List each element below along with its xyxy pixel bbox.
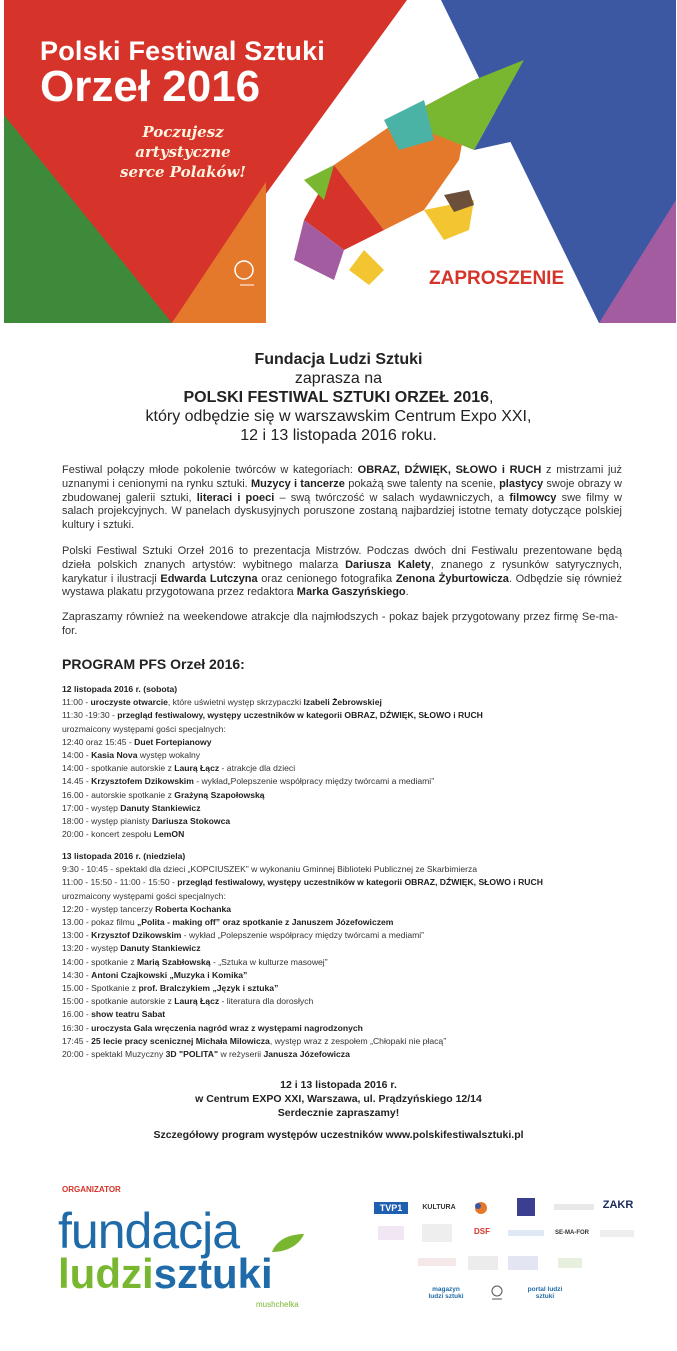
intro-line1: Fundacja Ludzi Sztuki — [254, 351, 423, 368]
day1-schedule-item: 18:00 - występ pianisty Dariusza Stokowca — [62, 816, 231, 827]
day1-schedule-item: 14:00 - Kasia Nova występ wokalny — [62, 750, 201, 761]
day1-schedule-item: 11:30 -19:30 - przegląd festiwalowy, występy uczestników w kategorii OBRAZ, DŹWIĘK, SŁOWO i RUCH — [62, 710, 483, 721]
sponsor-logo-10 — [508, 1230, 544, 1236]
leaf-icon — [270, 1232, 306, 1254]
day2-schedule-item: 14:30 - Antoni Czajkowski „Muzyka i Komika” — [62, 969, 248, 980]
day2-schedule-item: 13:00 - Krzysztof Dzikowskim - wykład „Polepszenie współpracy między twórcami a mediami” — [62, 930, 425, 941]
day2-schedule-item: 11:00 - 15:50 - 11:00 - 15:50 - przegląd festiwalowy, występy uczestników w kategorii OBRAZ, DŹWIĘK, SŁOWO i RUCH — [62, 877, 543, 888]
day1-schedule-item: 16.00 - autorskie spotkanie z Grażyną Szapołowską — [62, 789, 265, 800]
sponsor-tvp1: TVP1 — [374, 1202, 408, 1214]
day2-schedule-item: 20:00 - spektakl Muzyczny 3D "POLITA" w reżyserii Janusza Józefowicza — [62, 1049, 350, 1060]
day2-schedule-item: 13:20 - występ Danuty Stankiewicz — [62, 943, 201, 954]
sponsor-logo-4 — [517, 1198, 535, 1216]
closing-line1: 12 i 13 listopada 2016 r. — [280, 1079, 397, 1091]
day2-schedule-item: 12:20 - występ tancerzy Roberta Kochanka — [62, 903, 232, 914]
day2-header: 13 listopada 2016 r. (niedziela) — [62, 851, 186, 861]
banner-slogan — [108, 122, 258, 182]
closing-line2: w Centrum EXPO XXI, Warszawa, ul. Prądzyńskiego 12/14 — [195, 1093, 482, 1105]
day1-schedule-item: 14.45 - Krzysztofem Dzikowskim - wykład„Polepszenie współpracy między twórcami a mediami” — [62, 776, 435, 787]
day2-schedule-item: 13.00 - pokaz filmu „Polita - making off” oraz spotkanie z Januszem Józefowiczem — [62, 917, 394, 928]
day1-schedule-item: 17:00 - występ Danuty Stankiewicz — [62, 802, 201, 813]
sponsor-logo-13 — [418, 1258, 456, 1266]
sponsor-dsf: DSF — [474, 1227, 490, 1236]
paragraph-categories: Festiwal połączy młode pokolenie twórców w kategoriach: OBRAZ, DŹWIĘK, SŁOWO i RUCH z mistrzami już uznanymi i cenionymi na rynku sztuki. Muzycy i tancerze pokażą swe talenty na scenie, plastycy swoje obrazy w zbudowanej galerii sztuki, literaci i poeci – swą twórczość w salach wydawniczych, a filmowcy swe filmy w salach projekcyjnych. W panelach dyskusyjnych poruszone zostaną najbardziej istotne tematy dotyczące polskiej kultury i sztuki. — [62, 464, 623, 532]
sponsor-logos — [372, 1196, 640, 1316]
sponsor-logo-8 — [422, 1224, 452, 1242]
intro-line4: który odbędzie się w warszawskim Centrum Expo XXI, — [145, 408, 532, 425]
day2-schedule-item: 15.00 - Spotkanie z prof. Bralczykiem „Język i sztuka” — [62, 983, 279, 994]
day2-schedule-item: urozmaicony występami gości specjalnych: — [62, 890, 226, 901]
day2-schedule-item: 15:00 - spotkanie autorskie z Laurą Łącz - literatura dla dorosłych — [62, 996, 314, 1007]
day1-schedule-item: 14:00 - spotkanie autorskie z Laurą Łącz - atrakcje dla dzieci — [62, 763, 296, 774]
program-title: PROGRAM PFS Orzeł 2016: — [62, 656, 245, 672]
day2-schedule-item: 16:30 - uroczysta Gala wręczenia nagród wraz z występami nagrodzonych — [62, 1022, 363, 1033]
day1-schedule-item: urozmaicony występami gości specjalnych: — [62, 723, 226, 734]
day1-list — [62, 696, 642, 841]
logo-subtitle: mushchelka — [256, 1300, 299, 1309]
day2-list — [62, 863, 642, 1061]
day2-schedule-item: 14:00 - spotkanie z Marią Szabłowską - „Sztuka w kulturze masowej” — [62, 956, 328, 967]
festival-banner — [4, 0, 676, 323]
day2-schedule-item: 17:45 - 25 lecie pracy scenicznej Michała Milowicza, występ wraz z zespołem „Chłopaki nie płacą” — [62, 1035, 447, 1046]
sponsor-logo-5 — [554, 1204, 594, 1210]
logo-word-fundacja: fundacja — [58, 1203, 240, 1259]
sponsor-logo-16 — [558, 1258, 582, 1268]
sponsor-semafor: SE-MA-FOR — [555, 1230, 589, 1236]
sponsor-kultura: KULTURA — [422, 1204, 456, 1211]
sponsor-portal: portal ludzi sztuki — [527, 1286, 563, 1300]
intro-line3: POLSKI FESTIWAL SZTUKI ORZEŁ 2016, — [183, 389, 494, 406]
intro-block — [0, 350, 677, 445]
sponsor-logo-15 — [508, 1256, 538, 1270]
day2-schedule-item: 9:30 - 10:45 - spektakl dla dzieci „KOPCIUSZEK” w wykonaniu Gminnej Biblioteki Publicznej ze Skarbimierza — [62, 864, 478, 875]
day1-schedule-item: 12:40 oraz 15:45 - Duet Fortepianowy — [62, 736, 212, 747]
paragraph-masters: Polski Festiwal Sztuki Orzeł 2016 to prezentacja Mistrzów. Podczas dwóch dni Festiwalu prezentowane będą dzieła polskich znanych artystów: wybitnego malarza Dariusza Kalety, znanego z rysunków satyrycznych, karykatur i ilustracji Edwarda Lutczyna oraz cenionego fotografika Zenona Żyburtowicza. Odbędzie się również wystawa plakatu przygotowana przez redaktora Marka Gaszyńskiego. — [62, 545, 623, 599]
schedule-day2 — [62, 850, 642, 1061]
sponsor-logo-18 — [490, 1284, 504, 1302]
slogan-line2: serce Polaków! — [120, 163, 246, 181]
intro-line5: 12 i 13 listopada 2016 roku. — [240, 427, 437, 444]
day1-schedule-item: 20:00 - koncert zespołu LemON — [62, 829, 185, 840]
day1-schedule-item: 11:00 - uroczyste otwarcie, które uświetni występ skrzypaczki Izabeli Żebrowskiej — [62, 697, 382, 708]
sponsor-emblem-icon — [472, 1200, 490, 1216]
banner-title-line1: Polski Festiwal Sztuki — [40, 36, 325, 66]
sponsor-logo-14 — [468, 1256, 498, 1270]
program-details-link[interactable]: Szczegółowy program występów uczestników www.polskifestiwalsztuki.pl — [153, 1129, 524, 1141]
banner-title-line2: Orzeł 2016 — [40, 62, 261, 111]
invitation-label: ZAPROSZENIE — [429, 268, 565, 289]
sponsor-zakr: ZAKR — [602, 1199, 634, 1211]
slogan-line1: Poczujesz artystyczne — [135, 123, 231, 161]
organizer-label: ORGANIZATOR — [62, 1185, 121, 1194]
festival-emblem-icon — [490, 1284, 504, 1302]
day1-header: 12 listopada 2016 r. (sobota) — [62, 684, 178, 694]
sponsor-logo-3 — [472, 1200, 490, 1216]
schedule-day1 — [62, 683, 642, 841]
sponsor-logo-7 — [378, 1226, 404, 1240]
sponsor-magazyn: magazyn ludzi sztuki — [428, 1286, 464, 1300]
intro-line2: zaprasza na — [294, 370, 383, 387]
logo-word-ludzisztuki: ludzisztuki — [58, 1250, 273, 1297]
sponsor-logo-12 — [600, 1230, 634, 1237]
closing-block — [0, 1078, 677, 1120]
day2-schedule-item: 16.00 - show teatru Sabat — [62, 1009, 166, 1020]
closing-line3: Serdecznie zapraszamy! — [277, 1107, 400, 1119]
paragraph-kids: Zapraszamy również na weekendowe atrakcje dla najmłodszych - pokaz bajek przygotowany przez firmę Se-ma-for. — [62, 611, 618, 637]
